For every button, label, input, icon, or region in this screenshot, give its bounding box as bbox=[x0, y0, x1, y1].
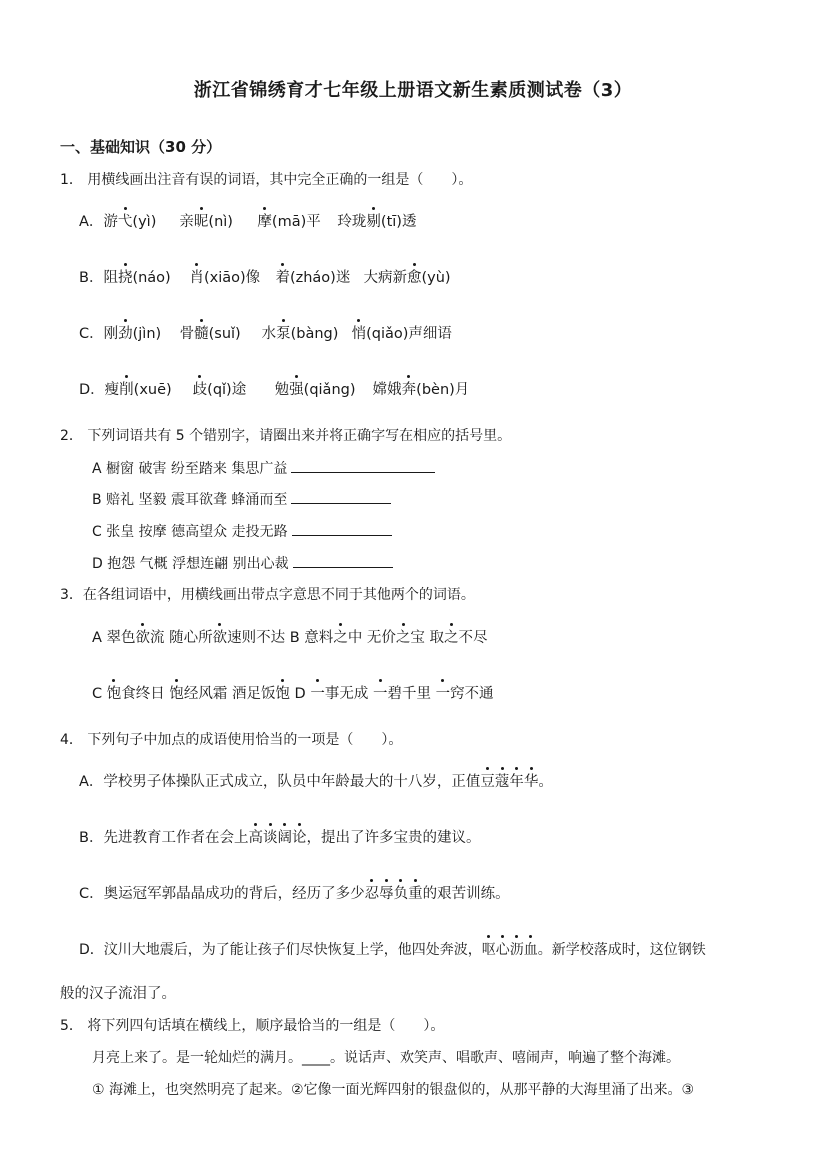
question-4-option-d: D．汶川大地震后，为了能让孩子们尽快恢复上学，他四处奔波，呕心沥血。新学校落成时，这位钢铁 bbox=[79, 942, 706, 958]
answer-blank[interactable] bbox=[293, 553, 393, 568]
question-4-option-b: B．先进教育工作者在会上高谈阔论，提出了许多宝贵的建议。 bbox=[79, 830, 481, 846]
answer-blank[interactable] bbox=[291, 458, 435, 473]
question-4-option-a: A．学校男子体操队正式成立，队员中年龄最大的十八岁，正值豆蔻年华。 bbox=[79, 774, 553, 790]
answer-blank[interactable] bbox=[291, 489, 391, 504]
question-2-row-d: D 抱怨 气概 浮想连翩 别出心裁 bbox=[92, 553, 393, 574]
question-2-row-b: B 赔礼 坚毅 震耳欲聋 蜂涌而至 bbox=[92, 489, 391, 510]
question-3-stem: 3．在各组词语中，用横线画出带点字意思不同于其他两个的词语。 bbox=[60, 587, 475, 603]
question-1-option-d: D．瘦削(xuē) 歧(qǐ)途 勉强(qiǎng) 嫦娥奔(bèn)月 bbox=[79, 382, 470, 398]
question-3-row-c: C 饱食终日 饱经风霜 酒足饭饱 D 一事无成 一碧千里 一窍不通 bbox=[92, 686, 494, 702]
section-heading: 一、基础知识（30 分） bbox=[60, 138, 222, 156]
question-1-stem: 1． 用横线画出注音有误的词语，其中完全正确的一组是（ ）。 bbox=[60, 172, 473, 188]
question-1-option-c: C．刚劲(jìn) 骨髓(suǐ) 水泵(bàng) 悄(qiǎo)声细语 bbox=[79, 326, 452, 342]
question-4-option-c: C．奥运冠军郭晶晶成功的背后，经历了多少忍辱负重的艰苦训练。 bbox=[79, 886, 510, 902]
question-4-stem: 4． 下列句子中加点的成语使用恰当的一项是（ ）。 bbox=[60, 732, 403, 748]
question-4-option-d-continued: 般的汉子流泪了。 bbox=[60, 986, 176, 1002]
question-5-passage-line-1: 月亮上来了。是一轮灿烂的满月。____。说话声、欢笑声、唱歌声、嘻闹声，响遍了整个海滩。 bbox=[92, 1050, 680, 1066]
question-3-row-a: A 翠色欲流 随心所欲速则不达 B 意料之中 无价之宝 取之不尽 bbox=[92, 630, 488, 646]
question-5-passage-line-2: ① 海滩上，也突然明亮了起来。②它像一面光辉四射的银盘似的，从那平静的大海里涌了出来。③ bbox=[92, 1082, 695, 1098]
answer-blank[interactable] bbox=[292, 521, 392, 536]
question-5-stem: 5． 将下列四句话填在横线上，顺序最恰当的一组是（ ）。 bbox=[60, 1018, 445, 1034]
question-1-option-b: B．阻挠(náo) 肖(xiāo)像 着(zháo)迷 大病新愈(yù) bbox=[79, 270, 451, 286]
page-title: 浙江省锦绣育才七年级上册语文新生素质测试卷（3） bbox=[193, 80, 633, 101]
question-2-row-c: C 张皇 按摩 德高望众 走投无路 bbox=[92, 521, 392, 542]
question-2-stem: 2． 下列词语共有 5 个错别字，请圈出来并将正确字写在相应的括号里。 bbox=[60, 428, 512, 444]
question-2-row-a: A 橱窗 破害 纷至踏来 集思广益 bbox=[92, 458, 435, 479]
question-1-option-a: A．游弋(yì) 亲昵(nì) 摩(mā)平 玲珑剔(tī)透 bbox=[79, 214, 417, 230]
